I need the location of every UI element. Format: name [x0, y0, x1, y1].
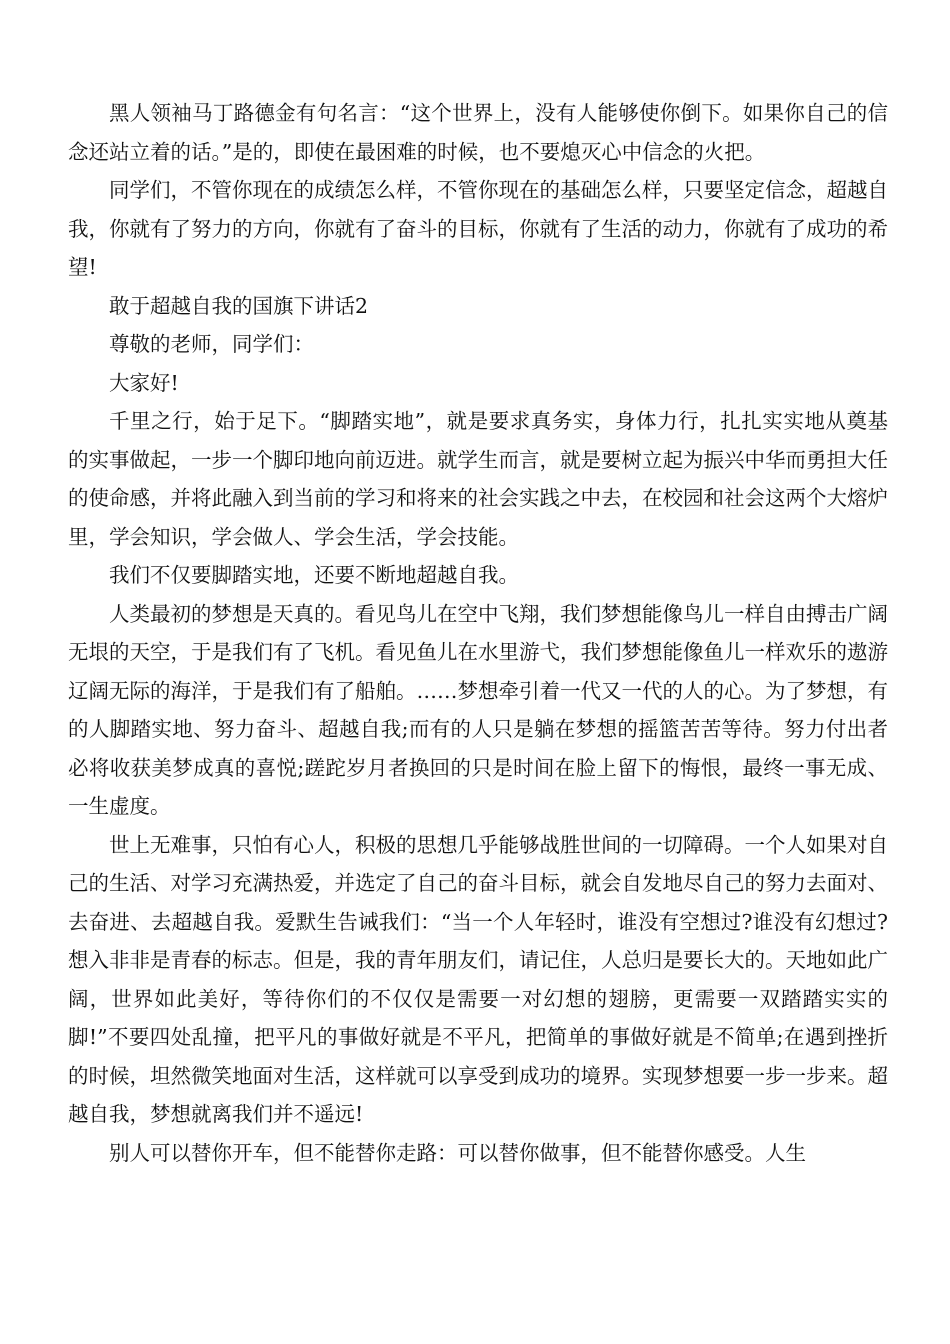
paragraph-quote-mlk: 黑人领袖马丁路德金有句名言：“这个世界上，没有人能够使你倒下。如果你自己的信念还站立着的话。”是的，即使在最困难的时候，也不要熄灭心中信念的火把。	[68, 101, 888, 164]
salutation: 尊敬的老师，同学们：	[109, 332, 314, 356]
paragraph-others-can-drive: 别人可以替你开车，但不能替你走路：可以替你做事，但不能替你感受。人生	[109, 1140, 806, 1165]
paragraph-surpass-self: 我们不仅要脚踏实地，还要不断地超越自我。	[109, 563, 519, 587]
paragraph-human-dreams: 人类最初的梦想是天真的。看见鸟儿在空中飞翔，我们梦想能像鸟儿一样自由搏击广阔无垠的天空，于是我们有了飞机。看见鱼儿在水里游弋，我们梦想能像鱼儿一样欢乐的遨游辽阔无际的海洋，于是我们有了船舶。……梦想牵引着一代又一代的人的心。为了梦想，有的人脚踏实地、努力奋斗、超越自我;而有的人只是躺在梦想的摇篮苦苦等待。努力付出者必将收获美梦成真的喜悦;蹉跎岁月者换回的只是时间在脸上留下的悔恨，最终一事无成、一生虚度。	[68, 601, 888, 818]
greeting: 大家好!	[109, 370, 179, 395]
document-page	[68, 94, 888, 1172]
speech-title: 敢于超越自我的国旗下讲话2	[109, 293, 369, 318]
paragraph-nothing-impossible: 世上无难事，只怕有心人，积极的思想几乎能够战胜世间的一切障碍。一个人如果对自己的生活、对学习充满热爱，并选定了自己的奋斗目标，就会自发地尽自己的努力去面对、去奋进、去超越自我。爱默生告诫我们：“当一个人年轻时，谁没有空想过?谁没有幻想过?想入非非是青春的标志。但是，我的青年朋友们，请记住，人总归是要长大的。天地如此广阔，世界如此美好，等待你们的不仅仅是需要一对幻想的翅膀，更需要一双踏踏实实的脚!”不要四处乱撞，把平凡的事做好就是不平凡，把简单的事做好就是不简单;在遇到挫折的时候，坦然微笑地面对生活，这样就可以享受到成功的境界。实现梦想要一步一步来。超越自我，梦想就离我们并不遥远!	[68, 832, 888, 1126]
paragraph-students-belief: 同学们，不管你现在的成绩怎么样，不管你现在的基础怎么样，只要坚定信念，超越自我，你就有了努力的方向，你就有了奋斗的目标，你就有了生活的动力，你就有了成功的希望!	[68, 178, 888, 279]
paragraph-step-by-step: 千里之行，始于足下。“脚踏实地”，就是要求真务实，身体力行，扎扎实实地从奠基的实事做起，一步一个脚印地向前迈进。就学生而言，就是要树立起为振兴中华而勇担大任的使命感，并将此融入到当前的学习和将来的社会实践之中去，在校园和社会这两个大熔炉里，学会知识，学会做人、学会生活，学会技能。	[68, 409, 888, 549]
